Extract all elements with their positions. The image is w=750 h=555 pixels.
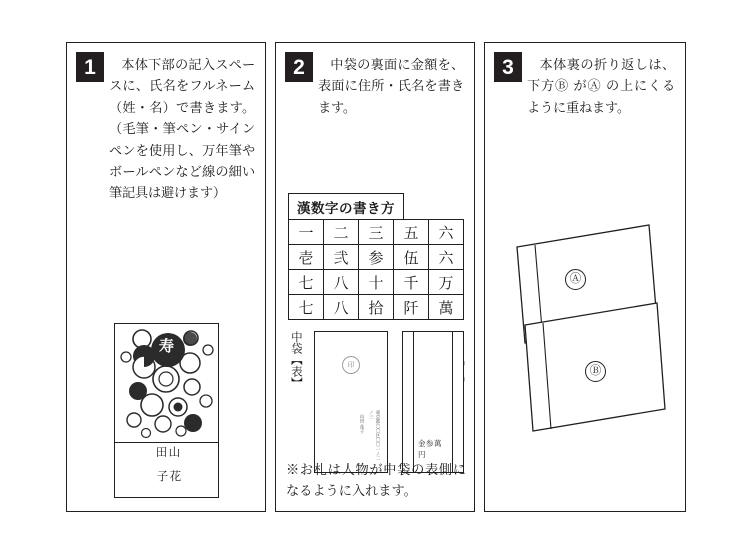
inner-envelope-front-illustration xyxy=(314,331,388,473)
table-row xyxy=(289,270,464,295)
inner-envelope-back-illustration xyxy=(402,331,464,473)
table-cell: 三 xyxy=(359,220,394,245)
step-3-text-value: 本体裏の折り返しは、下方Ⓑ がⒶ の上にくるように重ねます。 xyxy=(527,57,675,115)
envelope-family-name: 山田 xyxy=(154,446,180,459)
envelope-flap-left-edge xyxy=(413,332,414,472)
envelope-back-fold-illustration xyxy=(499,213,673,443)
table-cell: 十 xyxy=(359,270,394,295)
step-number-1: 1 xyxy=(76,52,104,82)
panel-container xyxy=(66,42,686,512)
kanji-numerals-table xyxy=(288,219,464,320)
panel-step-3 xyxy=(484,42,686,512)
table-cell: 七 xyxy=(289,295,324,320)
table-cell: 八 xyxy=(324,270,359,295)
table-row xyxy=(289,295,464,320)
step-2-text-value: 中袋の裏面に金額を、表面に住所・氏名を書きます。 xyxy=(318,57,464,115)
table-cell: 阡 xyxy=(394,295,429,320)
table-cell: 五 xyxy=(394,220,429,245)
envelope-name-block xyxy=(154,446,180,494)
table-cell: 二 xyxy=(324,220,359,245)
step-2-note: ※お札は人物が中袋の表側になるように入れます。 xyxy=(286,461,466,498)
table-row xyxy=(289,245,464,270)
table-cell: 六 xyxy=(429,245,464,270)
envelope-front-illustration xyxy=(114,323,219,498)
table-cell: 萬 xyxy=(429,295,464,320)
panel-step-2 xyxy=(275,42,475,512)
seal-icon: 印 xyxy=(342,356,360,374)
table-cell: 八 xyxy=(324,295,359,320)
step-2-text xyxy=(318,54,464,118)
step-3-text xyxy=(527,54,675,118)
table-cell: 万 xyxy=(429,270,464,295)
inner-address-line-1: 東京都〇〇区〇〇一ノ二ノ三 xyxy=(369,410,381,461)
step-number-2: 2 xyxy=(285,52,313,82)
table-cell: 千 xyxy=(394,270,429,295)
table-cell: 一 xyxy=(289,220,324,245)
table-cell: 伍 xyxy=(394,245,429,270)
envelope-given-name: 花子 xyxy=(155,470,181,483)
table-row xyxy=(289,220,464,245)
table-cell: 参 xyxy=(359,245,394,270)
inner-address-line-2: 山田 花子 xyxy=(360,414,365,434)
step-1-text xyxy=(109,54,255,204)
panel-step-1 xyxy=(66,42,266,512)
table-cell: 壱 xyxy=(289,245,324,270)
table-cell: 六 xyxy=(429,220,464,245)
label-b: Ⓑ xyxy=(585,361,606,382)
label-a: Ⓐ xyxy=(565,269,586,290)
step-number-3: 3 xyxy=(494,52,522,82)
step-1-text-value: 本体下部の記入スペースに、氏名をフルネーム（姓・名）で書きます。（毛筆・筆ペン・サインペンを使用し、万年筆やボールペンなど線の細い筆記具は避けます） xyxy=(109,57,255,201)
inner-envelope-front-label: 中袋【表】 xyxy=(289,331,302,389)
amount-text: 金参萬円 xyxy=(418,439,442,459)
envelope-fold-line xyxy=(115,442,218,443)
fold-diagram-icon xyxy=(499,213,673,443)
kotobuki-character: 寿 xyxy=(159,339,175,355)
envelope-flap-right-edge xyxy=(452,332,453,472)
table-cell: 拾 xyxy=(359,295,394,320)
table-cell: 弐 xyxy=(324,245,359,270)
kanji-table-title: 漢数字の書き方 xyxy=(288,193,404,222)
table-cell: 七 xyxy=(289,270,324,295)
